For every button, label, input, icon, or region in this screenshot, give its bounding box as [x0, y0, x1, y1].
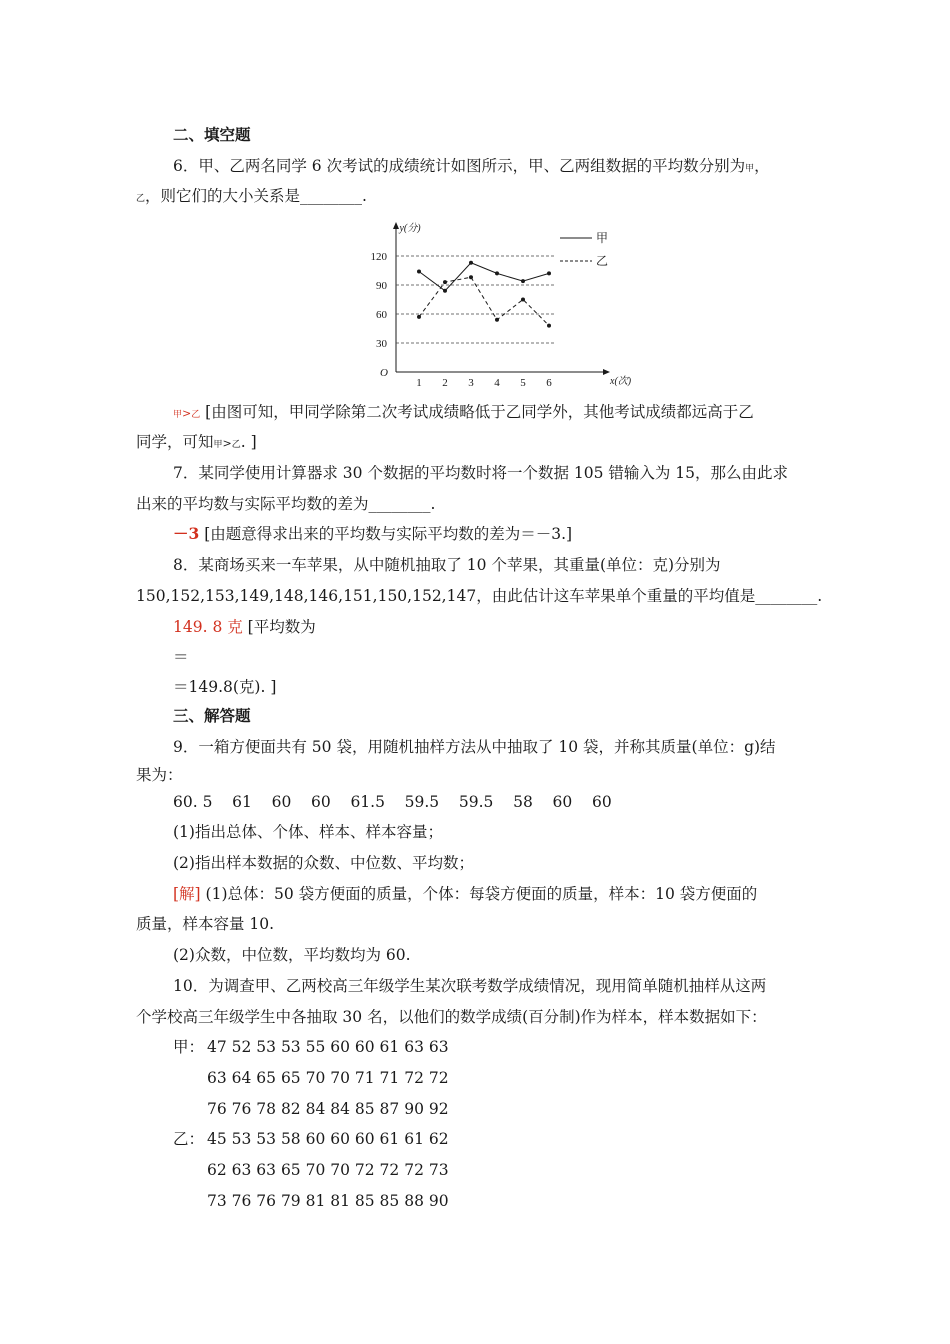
x-axis-label: x(次) — [610, 376, 632, 387]
point-甲-5 — [521, 279, 525, 283]
point-甲-4 — [495, 271, 499, 275]
q8-line1: 8．某商场买来一车苹果，从中随机抽取了 10 个苹果，其重量(单位：克)分别为 — [173, 556, 721, 574]
x-tick-5: 5 — [520, 377, 526, 389]
q6-sub-yi: 乙 — [136, 194, 146, 204]
origin-label: O — [380, 367, 388, 379]
q8-line2: 150,152,153,149,148,146,151,150,152,147，由此估计这车苹果单个重量的平均值是________. — [136, 587, 823, 605]
q6-line2 — [136, 186, 367, 209]
point-乙-5 — [521, 298, 525, 302]
x-tick-1: 1 — [416, 377, 422, 389]
q10-yi-label: 乙： — [173, 1130, 205, 1148]
legend-label-乙: 乙 — [596, 254, 609, 268]
q9-solution-text1: (1)总体：50 袋方便面的质量，个体：每袋方便面的质量，样本：10 袋方便面的 — [200, 885, 758, 903]
score-line-chart — [360, 210, 650, 390]
q6-answer-jia: 甲 — [173, 410, 183, 420]
q6-explain2-yi: 乙 — [231, 440, 241, 450]
q6-explain2-end: . ] — [240, 433, 257, 451]
q8-eq2: ＝149.8(克). ] — [173, 678, 277, 696]
q8-eq1: ＝ — [173, 648, 189, 666]
q9-part1: (1)指出总体、个体、样本、样本容量； — [173, 823, 443, 841]
x-tick-3: 3 — [468, 377, 474, 389]
legend-label-甲: 甲 — [596, 231, 609, 245]
q7-line2: 出来的平均数与实际平均数的差为________. — [136, 495, 436, 513]
q9-part2: (2)指出样本数据的众数、中位数、平均数； — [173, 854, 474, 872]
series-line-乙 — [419, 277, 549, 325]
q6-text: 6．甲、乙两名同学 6 次考试的成绩统计如图所示，甲、乙两组数据的平均数分别为 — [173, 157, 746, 175]
q8-answer-line — [173, 617, 316, 637]
q10-yi-row2: 62 63 63 65 70 70 72 72 72 73 — [207, 1161, 449, 1179]
q6-answer-line — [173, 402, 754, 425]
section-heading-solve: 三、解答题 — [173, 706, 251, 725]
q7-answer-line — [173, 524, 572, 544]
point-甲-6 — [547, 271, 551, 275]
q6-line1 — [173, 156, 770, 179]
q10-jia-row1: 47 52 53 53 55 60 60 61 63 63 — [207, 1038, 449, 1056]
q6-answer-gt: > — [182, 407, 192, 420]
q6-explain1: [由图可知，甲同学除第二次考试成绩略低于乙同学外，其他考试成绩都远高于乙 — [200, 403, 754, 421]
q10-jia-label: 甲： — [173, 1038, 205, 1056]
q9-data: 60. 5 61 60 60 61.5 59.5 59.5 58 60 60 — [173, 793, 612, 811]
point-乙-3 — [469, 275, 473, 279]
point-甲-2 — [443, 289, 447, 293]
point-乙-1 — [417, 315, 421, 319]
q6-line2-rest: ，则它们的大小关系是________. — [145, 187, 367, 205]
point-甲-3 — [469, 261, 473, 265]
q10-line1: 10．为调查甲、乙两校高三年级学生某次联考数学成绩情况，现用简单随机抽样从这两 — [173, 977, 767, 995]
x-tick-4: 4 — [494, 377, 500, 389]
series-line-甲 — [419, 263, 549, 291]
y-axis-arrow — [393, 222, 399, 229]
q6-comma: ， — [754, 157, 770, 175]
q6-answer-yi: 乙 — [191, 410, 201, 420]
y-tick-60: 60 — [376, 309, 387, 321]
y-tick-90: 90 — [376, 280, 387, 292]
q9-solution-line3: (2)众数，中位数，平均数均为 60. — [173, 946, 411, 964]
q6-explain2-a: 同学，可知 — [136, 433, 214, 451]
q9-solution-tag: [解] — [173, 885, 201, 903]
q9-solution-line1 — [173, 884, 757, 904]
q6-explain-line2 — [136, 432, 257, 455]
q9-line1: 9．一箱方便面共有 50 袋，用随机抽样方法从中抽取了 10 袋，并称其质量(单位：g)结 — [173, 738, 776, 756]
q9-solution-line2: 质量，样本容量 10. — [136, 915, 275, 933]
x-tick-6: 6 — [546, 377, 552, 389]
q8-explain: [平均数为 — [242, 618, 316, 636]
point-甲-1 — [417, 269, 421, 273]
q9-line2: 果为： — [136, 766, 183, 784]
q10-yi-row3: 73 76 76 79 81 81 85 85 88 90 — [207, 1192, 449, 1210]
point-乙-6 — [547, 324, 551, 328]
x-tick-2: 2 — [442, 377, 448, 389]
q7-line1: 7．某同学使用计算器求 30 个数据的平均数时将一个数据 105 错输入为 15，那么由此求 — [173, 464, 789, 482]
q6-sub-jia: 甲 — [745, 164, 755, 174]
q10-line2: 个学校高三年级学生中各抽取 30 名，以他们的数学成绩(百分制)作为样本，样本数据如下： — [136, 1008, 767, 1026]
q7-answer: －3 — [173, 524, 200, 543]
q10-yi-row1: 45 53 53 58 60 60 60 61 61 62 — [207, 1130, 449, 1148]
point-乙-4 — [495, 318, 499, 322]
y-tick-120: 120 — [370, 251, 387, 263]
q8-answer: 149. 8 克 — [173, 618, 243, 636]
section-heading-fill-in: 二、填空题 — [173, 125, 251, 144]
y-axis-label: y(分) — [399, 223, 421, 234]
q7-explain: [由题意得求出来的平均数与实际平均数的差为＝－3.] — [199, 525, 573, 543]
x-axis-arrow — [603, 369, 610, 375]
q10-jia-row3: 76 76 78 82 84 84 85 87 90 92 — [207, 1100, 449, 1118]
point-乙-2 — [443, 280, 447, 284]
q6-explain2-jia: 甲 — [213, 440, 223, 450]
y-tick-30: 30 — [376, 338, 387, 350]
q6-explain2-gt: > — [222, 437, 232, 450]
q10-jia-row2: 63 64 65 65 70 70 71 71 72 72 — [207, 1069, 449, 1087]
